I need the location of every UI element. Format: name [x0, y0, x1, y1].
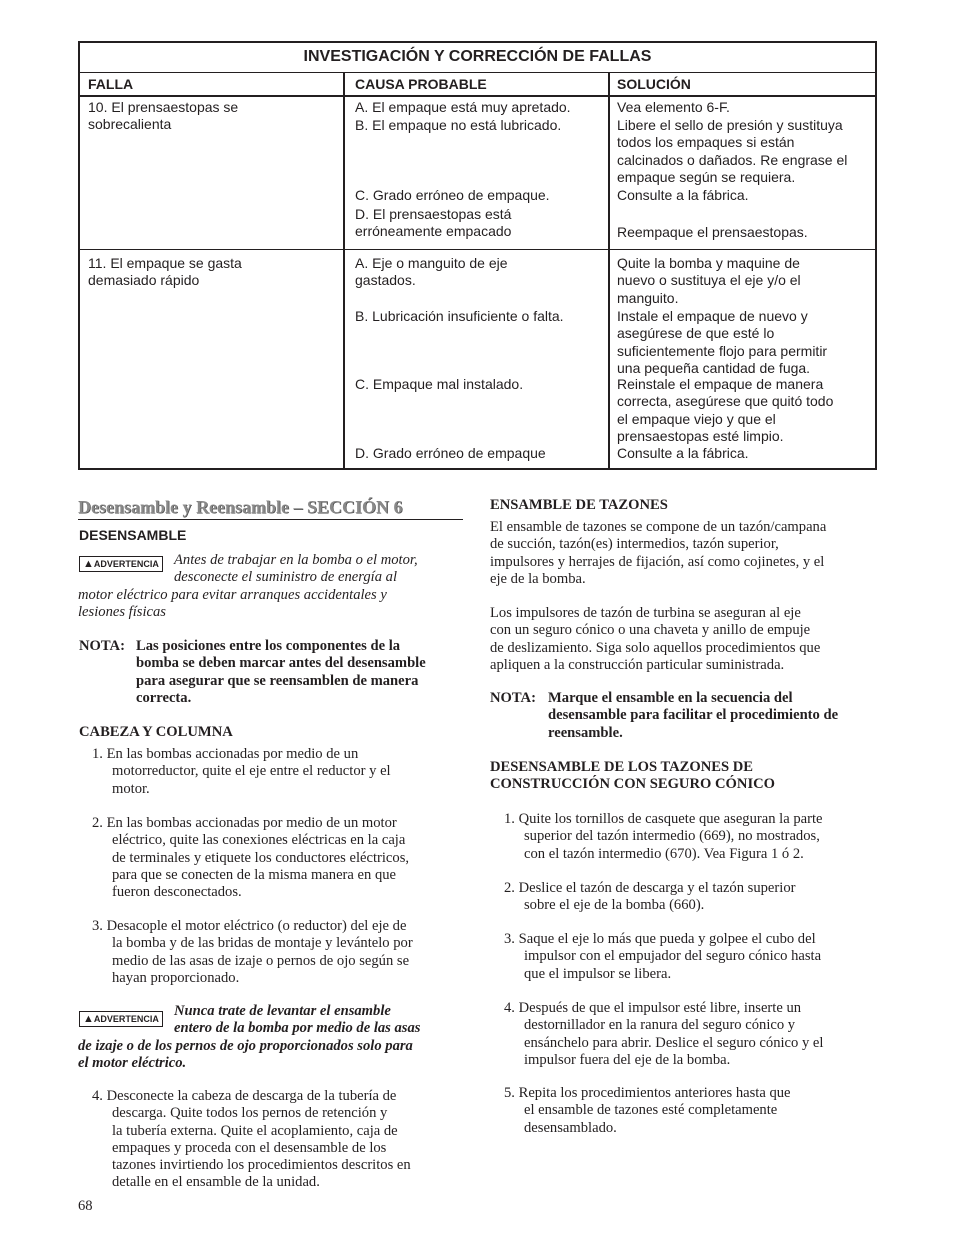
causa-cell: A. El empaque está muy apretado. [355, 99, 571, 115]
warning-text: de izaje o de los pernos de ojo proporcionados solo para el motor eléctrico. [78, 1038, 413, 1072]
step-item: 3. Desacople el motor eléctrico (o reductor) del eje de la bomba y de las bridas de montaje y levántelo por medio de las asas de izaje o pernos de ojo según se hayan proporcionado. [92, 918, 413, 986]
subheading-cabeza-columna: CABEZA Y COLUMNA [79, 724, 233, 740]
solucion-cell: Consulte a la fábrica. [617, 187, 749, 203]
causa-cell: B. Lubricación insuficiente o falta. [355, 308, 564, 324]
solucion-cell: Instale el empaque de nuevo y asegúrese de que esté lo suficientemente flojo para permitir una pequeña cantidad de fuga. [617, 308, 828, 377]
warning-badge [79, 556, 163, 572]
column-header-falla: FALLA [88, 76, 134, 92]
causa-cell: B. El empaque no está lubricado. [355, 117, 562, 133]
warning-text: Antes de trabajar en la bomba o el motor, desconecte el suministro de energía al [174, 552, 418, 586]
solucion-cell: Reinstale el empaque de manera correcta, asegúrese que quitó todo el empaque viejo y que el prensaestopas esté limpio. [617, 376, 834, 445]
causa-cell: D. Grado erróneo de empaque [355, 445, 546, 461]
note-label: NOTA: [79, 638, 125, 654]
subheading-tazones-seguro-conico: DESENSAMBLE DE LOS TAZONES DE CONSTRUCCIÓN CON SEGURO CÓNICO [490, 759, 776, 793]
step-item: 1. Quite los tornillos de casquete que aseguran la parte superior del tazón intermedio (669), no mostrados, con el tazón intermedio (670). Vea Figura 1 ó 2. [504, 811, 823, 862]
falla-cell: 11. El empaque se gasta demasiado rápido [88, 255, 242, 289]
falla-cell: 10. El prensaestopas se sobrecalienta [88, 99, 239, 133]
step-item: 2. Deslice el tazón de descarga y el tazón superior sobre el eje de la bomba (660). [504, 880, 796, 914]
note-label: NOTA: [490, 690, 536, 706]
step-item: 2. En las bombas accionadas por medio de un motor eléctrico, quite las conexiones eléctricas en la caja de terminales y etiquete los conductores eléctricos, para que se conecten de la misma manera en que fueron desconectados. [92, 815, 410, 901]
column-header-causa: CAUSA PROBABLE [355, 76, 487, 92]
warning-badge [79, 1011, 163, 1027]
page-number: 68 [78, 1198, 93, 1214]
warning-text: Nunca trate de levantar el ensamble entero de la bomba por medio de las asas [174, 1003, 421, 1037]
solucion-cell: Consulte a la fábrica. [617, 445, 749, 461]
warning-triangle-icon: ▲ [83, 1013, 94, 1025]
solucion-cell: Vea elemento 6-F. [617, 99, 730, 115]
warning-text: motor eléctrico para evitar arranques accidentales y lesiones físicas [78, 587, 387, 621]
subheading-ensamble-tazones: ENSAMBLE DE TAZONES [490, 497, 668, 513]
note-text: Marque el ensamble en la secuencia del desensamble para facilitar el procedimiento de reensamble. [548, 690, 839, 741]
step-item: 3. Saque el eje lo más que pueda y golpee el cubo del impulsor con el empujador del seguro cónico hasta que el impulsor se libera. [504, 931, 822, 982]
causa-cell: C. Grado erróneo de empaque. [355, 187, 550, 203]
causa-cell: D. El prensaestopas está erróneamente empacado [355, 206, 512, 240]
step-item: 5. Repita los procedimientos anteriores hasta que el ensamble de tazones esté completamente desensamblado. [504, 1085, 791, 1136]
warning-label: ADVERTENCIA [93, 559, 159, 569]
note-text: Las posiciones entre los componentes de la bomba se deben marcar antes del desensamble para asegurar que se reensamblen de manera correcta. [136, 638, 426, 706]
solucion-cell: Quite la bomba y maquine de nuevo o sustituya el eje y/o el manguito. [617, 255, 801, 306]
causa-cell: A. Eje o manguito de eje gastados. [355, 255, 508, 289]
paragraph: El ensamble de tazones se compone de un tazón/campana de succión, tazón(es) intermedios, tazón superior, impulsores y herrajes de fijación, así como cojinetes, y el eje de la bomba. [490, 519, 827, 587]
subheading-desensamble: DESENSAMBLE [79, 527, 187, 543]
solucion-cell: Reempaque el prensaestopas. [617, 224, 808, 240]
warning-label: ADVERTENCIA [93, 1014, 159, 1024]
warning-triangle-icon: ▲ [83, 558, 94, 570]
step-item: 4. Desconecte la cabeza de descarga de la tubería de descarga. Quite todos los pernos de retención y la tubería externa. Quite el acoplamiento, caja de empaques y proceda con el desensamble de los tazones invirtiendo los procedimientos descritos en detalle en el ensamble de la unidad. [92, 1088, 411, 1191]
column-header-solucion: SOLUCIÓN [617, 76, 691, 92]
solucion-cell: Libere el sello de presión y sustituya todos los empaques si están calcinados o dañados. Re engrase el empaque según se requiera. [617, 117, 848, 186]
paragraph: Los impulsores de tazón de turbina se aseguran al eje con un seguro cónico o una chaveta y anillo de empuje de deslizamiento. Siga solo aquellos procedimientos que apliquen a la construcción particular suministrada. [490, 605, 821, 673]
causa-cell: C. Empaque mal instalado. [355, 376, 524, 392]
section-title: Desensamble y Reensamble – SECCIÓN 6 [78, 497, 403, 517]
step-item: 4. Después de que el impulsor esté libre, inserte un destornillador en la ranura del seguro cónico y ensánchelo para abrir. Deslice el seguro cónico y el impulsor fuera del eje de la bomba. [504, 1000, 824, 1068]
table-title: INVESTIGACIÓN Y CORRECCIÓN DE FALLAS [303, 48, 652, 65]
step-item: 1. En las bombas accionadas por medio de un motorreductor, quite el eje entre el reductor y el motor. [92, 746, 391, 797]
